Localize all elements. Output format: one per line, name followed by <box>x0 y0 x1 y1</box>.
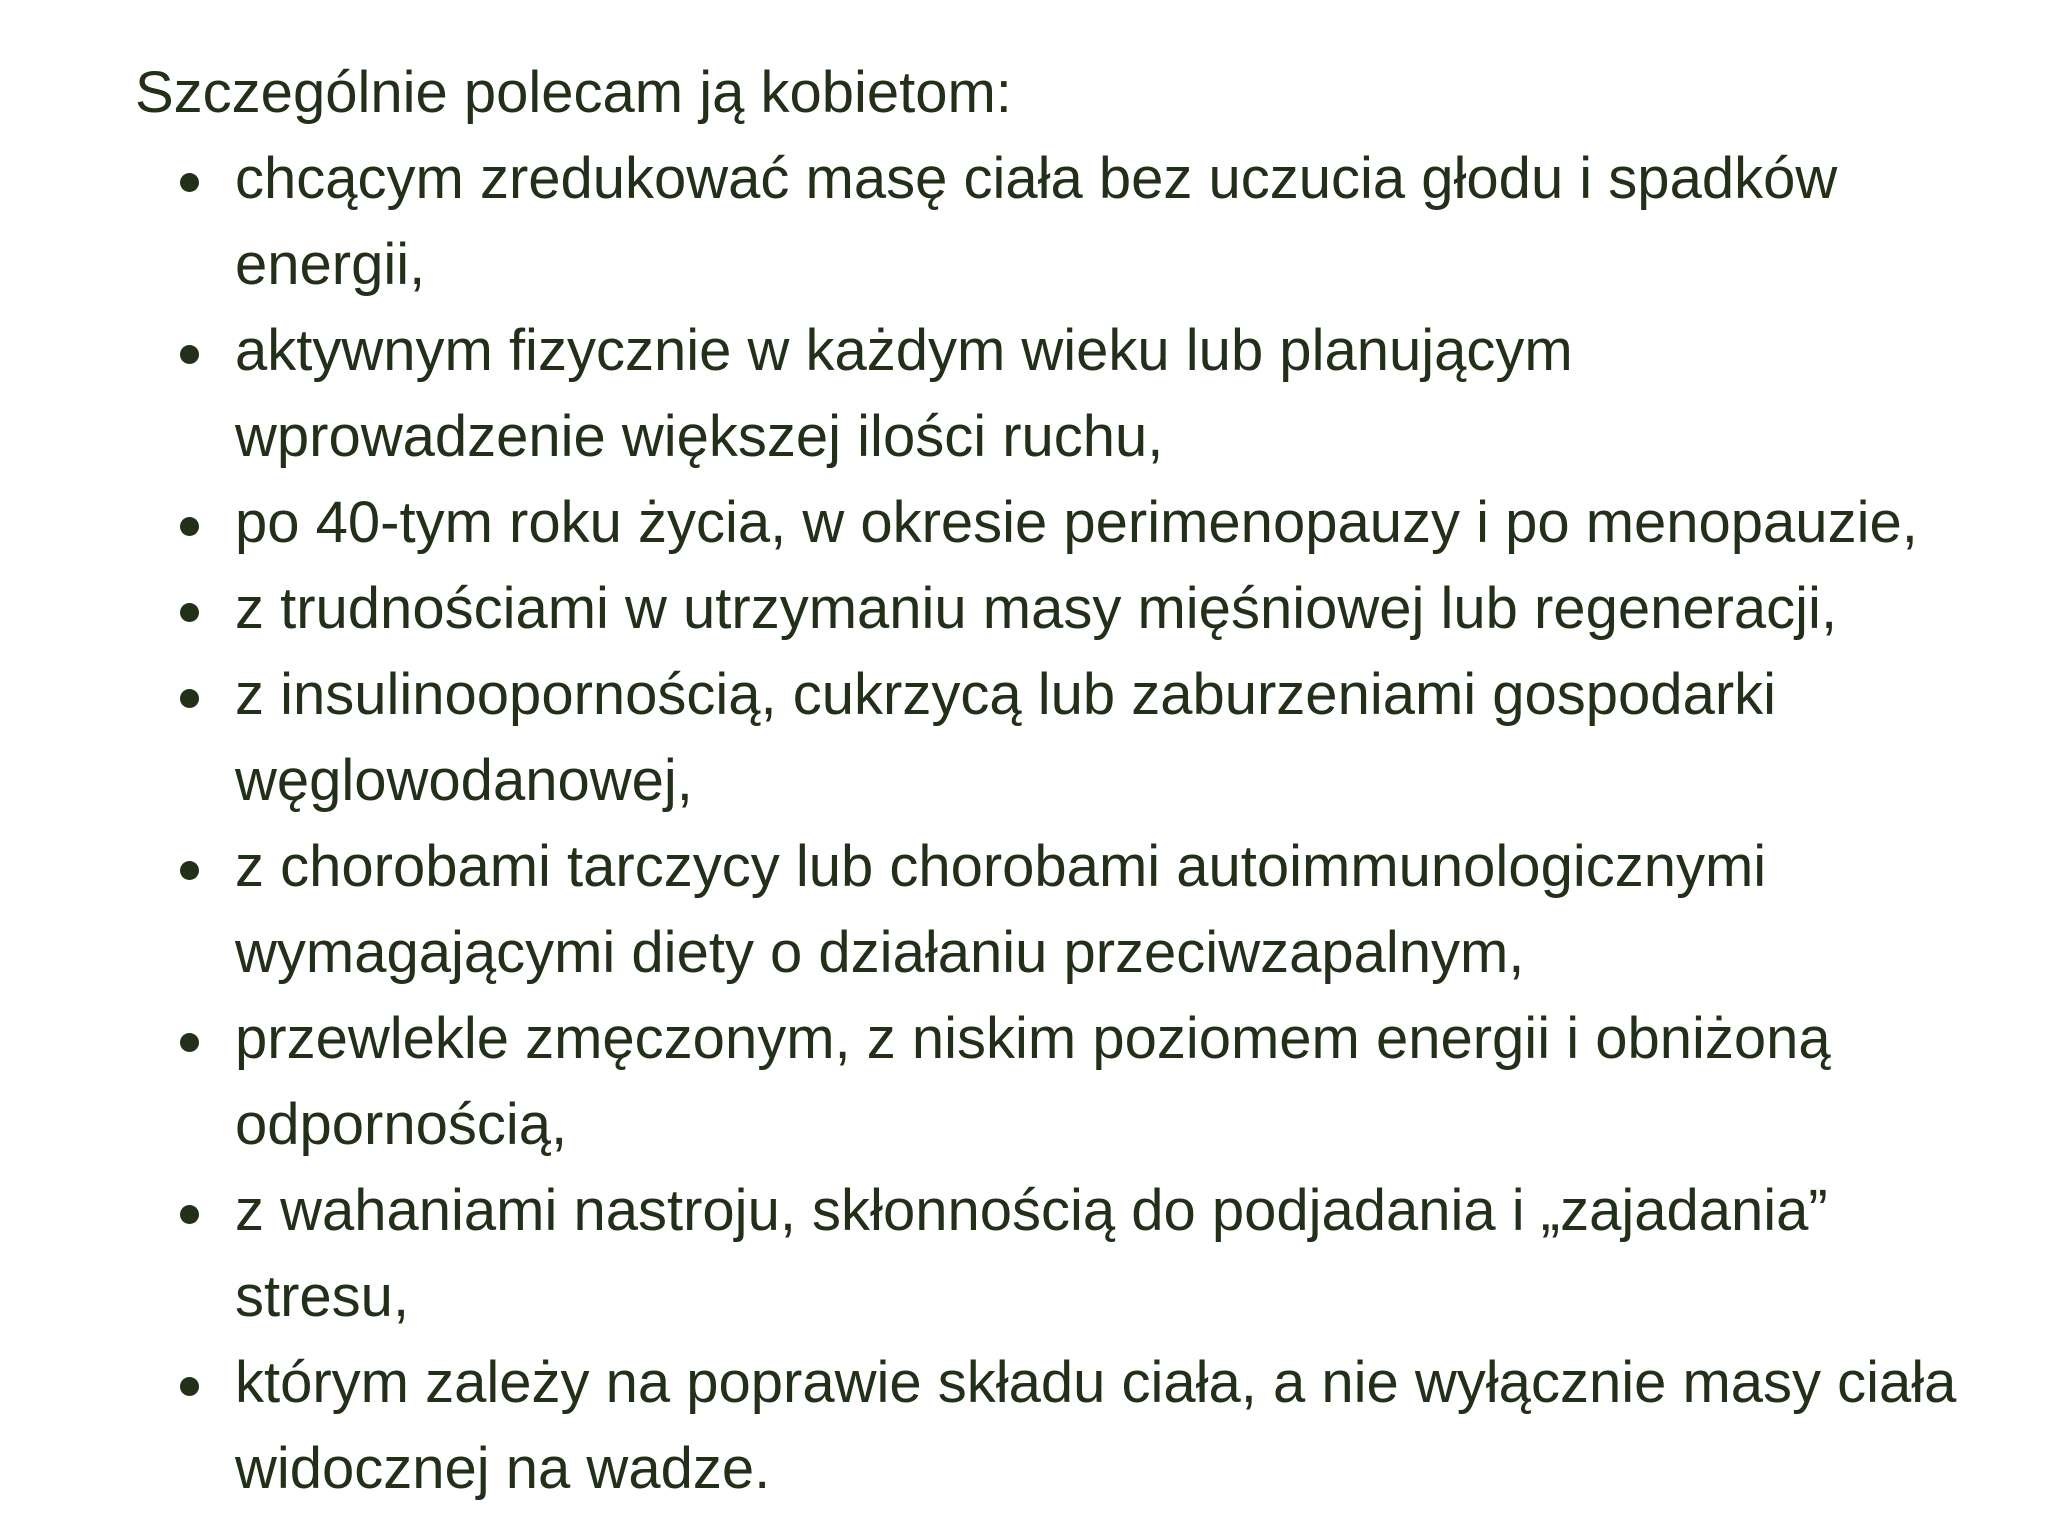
bullet-icon <box>180 1205 199 1224</box>
bullet-icon <box>180 1033 199 1052</box>
list-item-line: widocznej na wadze. <box>235 1436 771 1501</box>
list-item-line: energii, <box>235 232 426 297</box>
list-item <box>235 1340 2048 1512</box>
list-item-line: węglowodanowej, <box>235 748 693 813</box>
list-item-line: z chorobami tarczycy lub chorobami autoimmunologicznymi <box>235 834 1767 899</box>
list-item <box>235 824 2048 996</box>
list-item-line: aktywnym fizycznie w każdym wieku lub planującym <box>235 318 1573 383</box>
bullet-icon <box>180 689 199 708</box>
bullet-icon <box>180 861 199 880</box>
list-item <box>235 136 2048 308</box>
list-item-line: z insulinoopornością, cukrzycą lub zaburzeniami gospodarki <box>235 662 1777 727</box>
list-item-line: wymagającymi diety o działaniu przeciwzapalnym, <box>235 920 1525 985</box>
list-item-line: po 40-tym roku życia, w okresie perimenopauzy i po menopauzie, <box>235 490 1918 555</box>
list-item <box>235 652 2048 824</box>
list-item <box>235 996 2048 1168</box>
bullet-icon <box>180 1377 199 1396</box>
bullet-icon <box>180 517 199 536</box>
list-item-line: z wahaniami nastroju, skłonnością do podjadania i „zajadania” <box>235 1178 1828 1243</box>
list-item-line: wprowadzenie większej ilości ruchu, <box>235 404 1164 469</box>
list-item-line: z trudnościami w utrzymaniu masy mięśniowej lub regeneracji, <box>235 576 1838 641</box>
list-item-line: odpornością, <box>235 1092 568 1157</box>
list-item <box>235 566 2048 652</box>
bullet-icon <box>180 603 199 622</box>
list-item <box>235 1168 2048 1340</box>
list-item-line: chcącym zredukować masę ciała bez uczucia głodu i spadków <box>235 146 1838 211</box>
bullet-icon <box>180 173 199 192</box>
list-item <box>235 308 2048 480</box>
list-item-line: stresu, <box>235 1264 410 1329</box>
recommendation-list <box>135 136 2048 1512</box>
bullet-icon <box>180 345 199 364</box>
list-item <box>235 480 2048 566</box>
list-item-line: którym zależy na poprawie składu ciała, a nie wyłącznie masy ciała <box>235 1350 1957 1415</box>
page-title: Szczególnie polecam ją kobietom: <box>135 60 1012 125</box>
list-item-line: przewlekle zmęczonym, z niskim poziomem energii i obniżoną <box>235 1006 1831 1071</box>
